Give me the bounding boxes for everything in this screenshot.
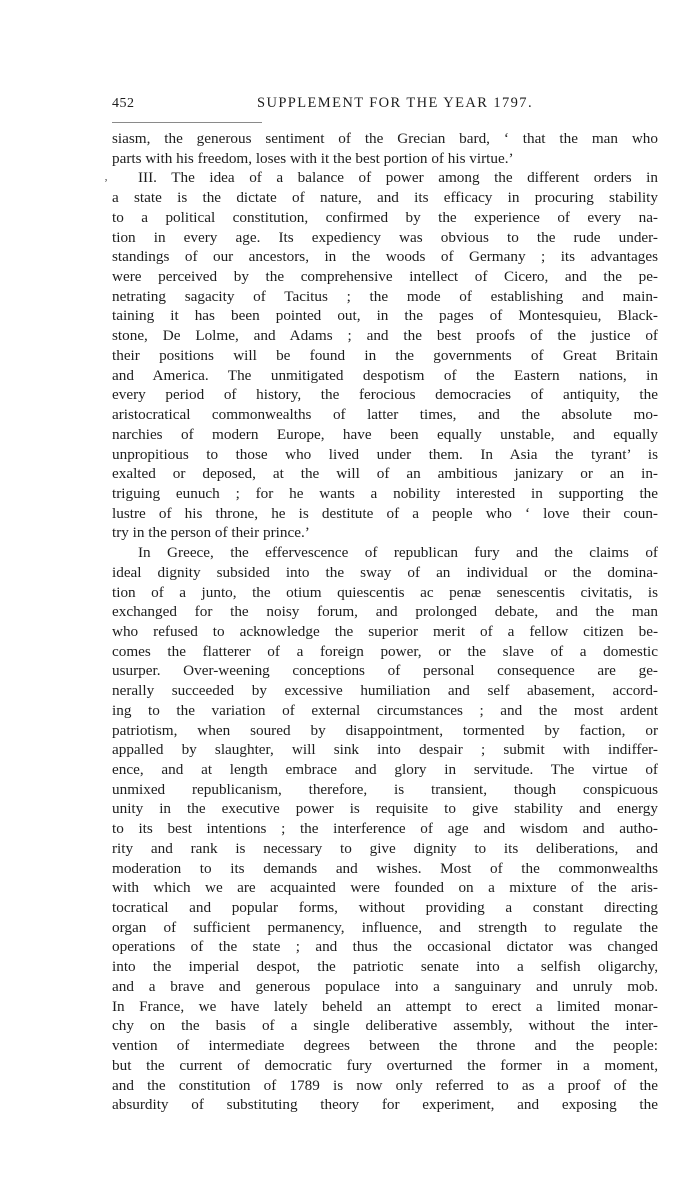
- text-line: vention of intermediate degrees between the throne and the people:: [112, 1037, 658, 1055]
- running-head: SUPPLEMENT FOR THE YEAR 1797.: [257, 95, 533, 111]
- text-line: and the constitution of 1789 is now only referred to as a proof of the: [112, 1076, 658, 1094]
- text-line: taining it has been pointed out, in the pages of Montesquieu, Black-: [112, 307, 658, 325]
- text-line: standings of our ancestors, in the woods of Germany ; its advantages: [112, 248, 658, 266]
- text-line: try in the person of their prince.’: [112, 524, 310, 542]
- page-header: [112, 94, 658, 118]
- text-line: unity in the executive power is requisite to give stability and energy: [112, 800, 658, 818]
- text-line: unmixed republicanism, therefore, is transient, though conspicuous: [112, 780, 658, 798]
- text-line: ideal dignity subsided into the sway of an individual or the domina-: [112, 563, 658, 581]
- paragraph-start: III. The idea of a balance of power among the different orders in: [138, 169, 658, 187]
- text-line: In France, we have lately beheld an attempt to erect a limited monar-: [112, 997, 658, 1015]
- text-line: but the current of democratic fury overturned the former in a moment,: [112, 1056, 658, 1074]
- text-line: ing to the variation of external circumstances ; and the most ardent: [112, 701, 658, 719]
- text-line: tocratical and popular forms, without providing a constant directing: [112, 899, 658, 917]
- body-text: [112, 129, 658, 1115]
- text-line: usurper. Over-weening conceptions of personal consequence are ge-: [112, 662, 658, 680]
- text-line: their positions will be found in the governments of Great Britain: [112, 346, 658, 364]
- margin-mark: ʼ: [104, 176, 108, 190]
- text-line: and a brave and generous populace into a sanguinary and unruly mob.: [112, 977, 658, 995]
- text-line: nerally succeeded by excessive humiliation and self abasement, accord-: [112, 682, 658, 700]
- text-line: ence, and at length embrace and glory in servitude. The virtue of: [112, 761, 658, 778]
- text-line: netrating sagacity of Tacitus ; the mode of establishing and main-: [112, 287, 658, 305]
- text-line: operations of the state ; and thus the occasional dictator was changed: [112, 938, 658, 956]
- text-line: rity and rank is necessary to give dignity to its deliberations, and: [112, 839, 658, 857]
- text-line: lustre of his throne, he is destitute of a people who ‘ love their coun-: [112, 504, 658, 522]
- text-line: and America. The unmitigated despotism of the Eastern nations, in: [112, 366, 658, 384]
- text-line: exchanged for the noisy forum, and prolonged debate, and the man: [112, 603, 658, 621]
- text-line: aristocratical commonwealths of latter times, and the absolute mo-: [112, 406, 658, 424]
- header-rule: [112, 122, 262, 123]
- text-line: to a political constitution, confirmed by the experience of every na-: [112, 208, 658, 226]
- paragraph-start: In Greece, the effervescence of republican fury and the claims of: [138, 544, 658, 562]
- text-line: narchies of modern Europe, have been equally unstable, and equally: [112, 425, 658, 443]
- text-line: siasm, the generous sentiment of the Grecian bard, ‘ that the man who: [112, 130, 658, 147]
- text-line: a state is the dictate of nature, and its efficacy in procuring stability: [112, 189, 658, 207]
- text-line: who refused to acknowledge the superior merit of a fellow citizen be-: [112, 622, 658, 640]
- text-line: organ of sufficient permanency, influence, and strength to regulate the: [112, 918, 658, 936]
- text-line: absurdity of substituting theory for experiment, and exposing the: [112, 1096, 658, 1114]
- text-line: parts with his freedom, loses with it the best portion of his virtue.’: [112, 149, 514, 167]
- text-line: were perceived by the comprehensive intellect of Cicero, and the pe-: [112, 268, 658, 286]
- page-number: 452: [112, 96, 135, 111]
- text-line: triguing eunuch ; for he wants a nobility interested in supporting the: [112, 484, 658, 502]
- text-line: patriotism, when soured by disappointment, tormented by faction, or: [112, 721, 658, 739]
- text-line: moderation to its demands and wishes. Most of the commonwealths: [112, 859, 658, 877]
- text-line: exalted or deposed, at the will of an ambitious janizary or an in-: [112, 465, 658, 483]
- text-line: tion in every age. Its expediency was obvious to the rude under-: [112, 228, 658, 246]
- text-line: with which we are acquainted were founded on a mixture of the aris-: [112, 879, 658, 897]
- text-line: unpropitious to those who lived under them. In Asia the tyrant’ is: [112, 445, 658, 463]
- text-line: into the imperial despot, the patriotic senate into a selfish oligarchy,: [112, 958, 658, 976]
- text-line: comes the flatterer of a foreign power, or the slave of a domestic: [112, 642, 658, 660]
- text-line: stone, De Lolme, and Adams ; and the best proofs of the justice of: [112, 327, 658, 345]
- text-line: chy on the basis of a single deliberative assembly, without the inter-: [112, 1017, 658, 1035]
- text-line: to its best intentions ; the interference of age and wisdom and autho-: [112, 820, 658, 838]
- text-line: tion of a junto, the otium quiescentis ac penæ senescentis civitatis, is: [112, 583, 658, 601]
- text-line: appalled by slaughter, will sink into despair ; submit with indiffer-: [112, 741, 658, 759]
- text-line: every period of history, the ferocious democracies of antiquity, the: [112, 386, 658, 404]
